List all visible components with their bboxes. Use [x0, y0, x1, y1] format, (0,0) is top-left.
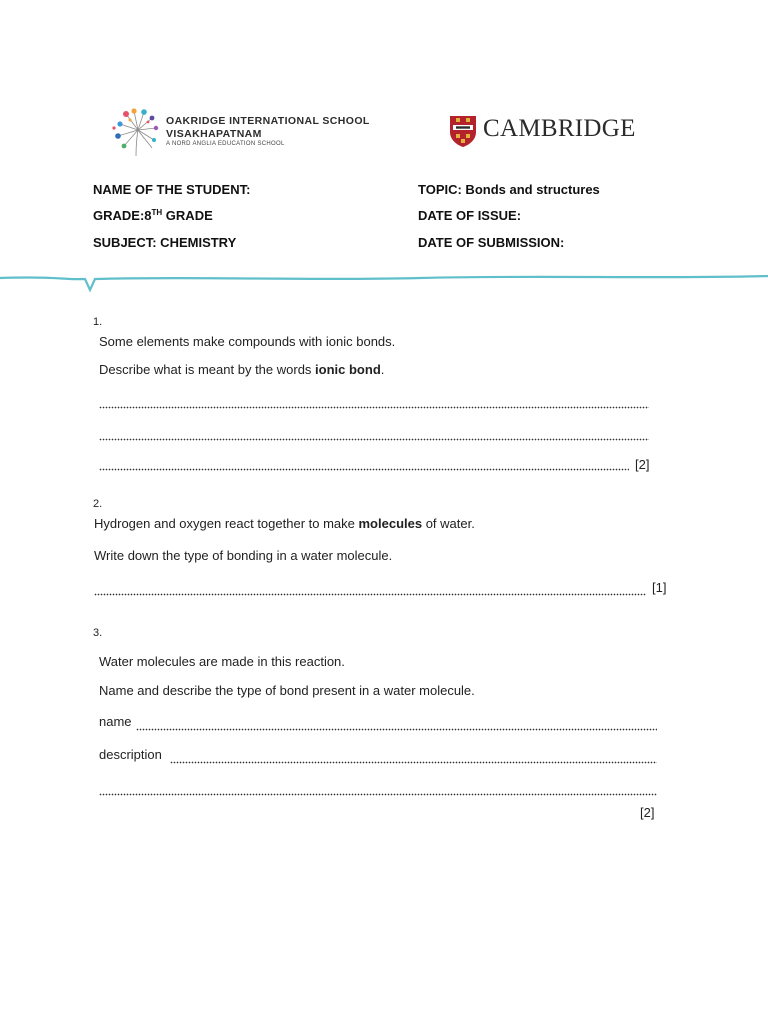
answer-line[interactable] — [94, 593, 646, 596]
answer-line[interactable] — [99, 468, 629, 471]
cambridge-logo — [448, 114, 648, 148]
question-3-number: 3. — [93, 627, 103, 639]
answer-line[interactable] — [99, 793, 657, 796]
question-1-number: 1. — [93, 316, 103, 328]
date-of-issue-label: DATE OF ISSUE: — [418, 208, 522, 223]
school-tagline: A NORD ANGLIA EDUCATION SCHOOL — [166, 141, 285, 147]
question-2-number: 2. — [93, 498, 103, 510]
description-field-label: description — [99, 747, 162, 762]
question-1-line2: Describe what is meant by the words ionic bond. — [99, 362, 385, 377]
oakridge-dandelion-icon — [108, 106, 164, 158]
question-2-line1: Hydrogen and oxygen react together to make molecules of water. — [94, 516, 475, 531]
grade-label: GRADE:8TH GRADE — [93, 208, 213, 223]
description-answer-line[interactable] — [170, 761, 657, 764]
question-3-line1: Water molecules are made in this reaction. — [99, 654, 345, 669]
question-1-mark: [2] — [635, 457, 650, 472]
cambridge-shield-icon — [448, 114, 478, 148]
name-field-label: name — [99, 714, 132, 729]
question-2-mark: [1] — [652, 580, 667, 595]
question-3-mark: [2] — [640, 805, 655, 820]
name-answer-line[interactable] — [136, 728, 657, 731]
header-divider — [0, 266, 768, 296]
answer-line[interactable] — [99, 406, 649, 409]
date-of-submission-label: DATE OF SUBMISSION: — [418, 235, 565, 250]
student-name-label: NAME OF THE STUDENT: — [93, 182, 251, 197]
question-3-line2: Name and describe the type of bond present in a water molecule. — [99, 683, 475, 698]
question-1-line1: Some elements make compounds with ionic bonds. — [99, 334, 396, 349]
school-name: OAKRIDGE INTERNATIONAL SCHOOL — [166, 115, 370, 127]
school-city: VISAKHAPATNAM — [166, 128, 262, 140]
subject-label: SUBJECT: CHEMISTRY — [93, 235, 237, 250]
cambridge-wordmark: CAMBRIDGE — [483, 115, 636, 142]
school-logo — [108, 106, 378, 158]
answer-line[interactable] — [99, 438, 649, 441]
topic-label: TOPIC: Bonds and structures — [418, 182, 600, 197]
question-2-line2: Write down the type of bonding in a water molecule. — [94, 548, 393, 563]
